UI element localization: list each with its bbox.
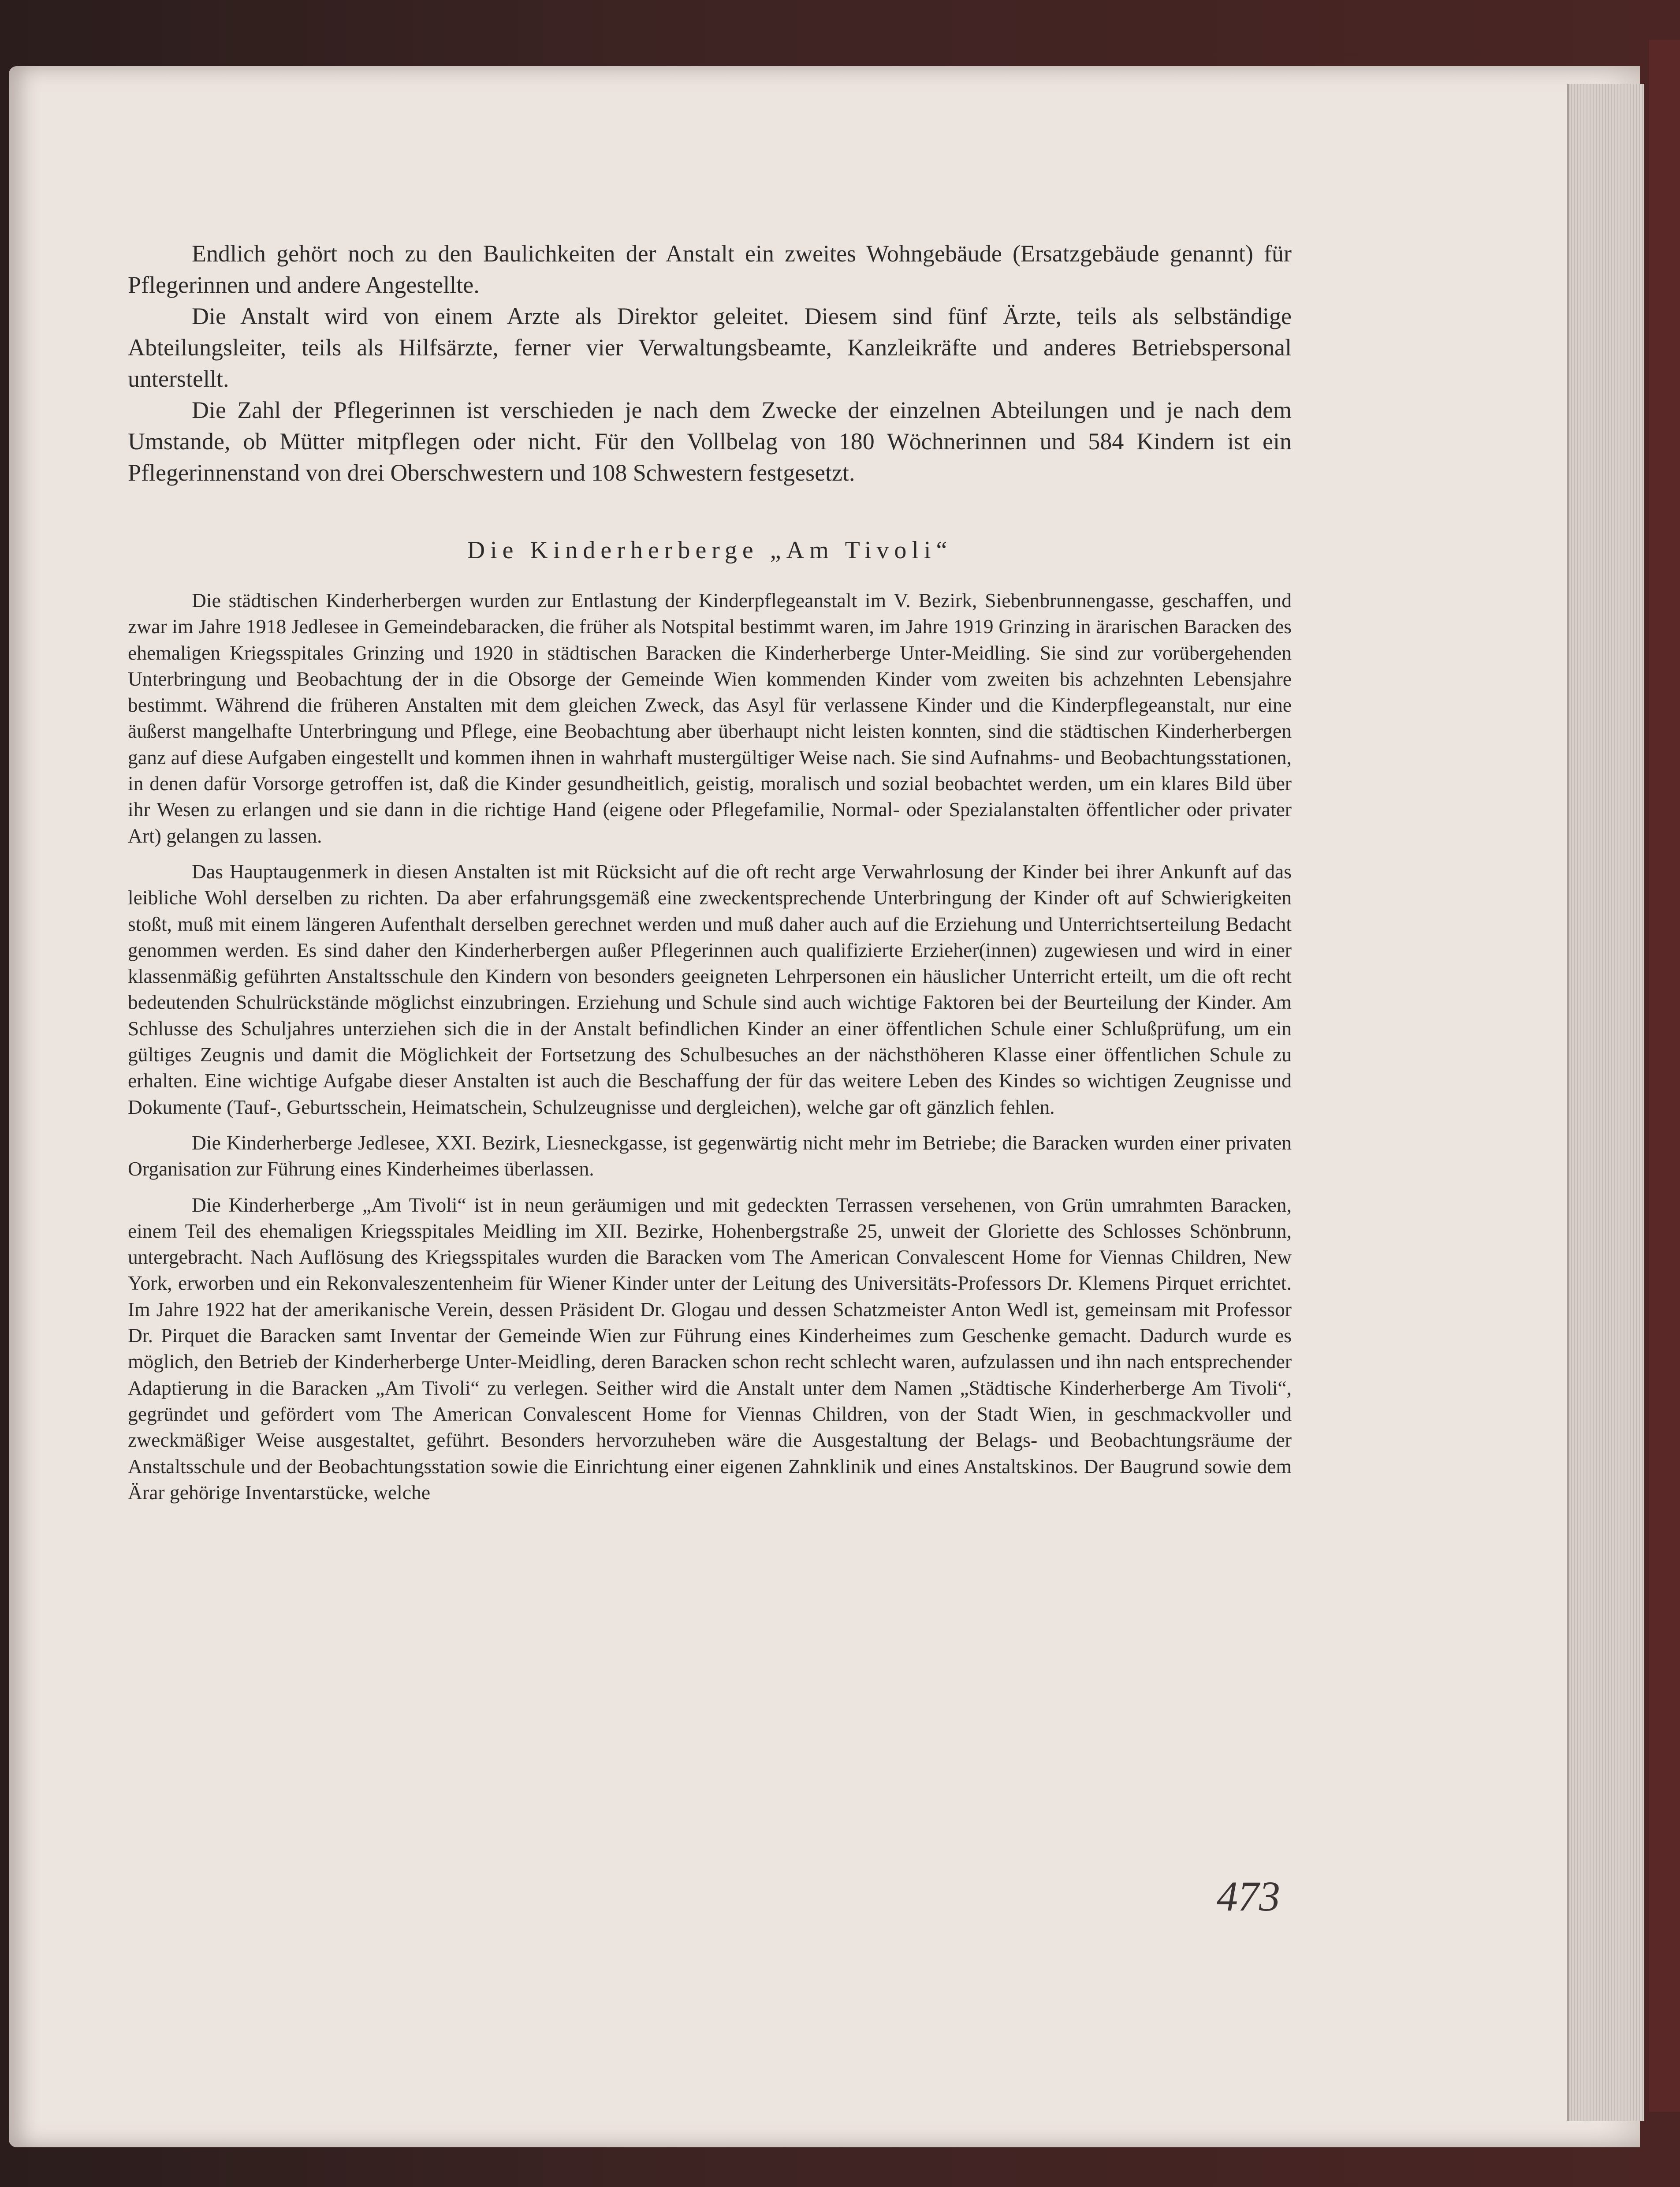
paragraph: Endlich gehört noch zu den Baulichkeiten der Anstalt ein zweites Wohngebäude (Ersatzgebäude genannt) für Pflegerinnen und andere Angestellte. (128, 240, 1292, 298)
paragraph: Die Zahl der Pflegerinnen ist verschieden je nach dem Zwecke der einzelnen Abteilungen und je nach dem Umstande, ob Mütter mitpflegen oder nicht. Für den Vollbelag von 180 Wöchnerinnen und 584 Kindern ist ein Pflegerinnenstand von drei Oberschwestern und 108 Schwestern festgesetzt. (128, 397, 1292, 486)
book-cover-edge (1649, 40, 1680, 2112)
paragraph: Die Kinderherberge Jedlesee, XXI. Bezirk, Liesneckgasse, ist gegenwärtig nicht mehr im Betriebe; die Baracken wurden einer privaten Organisation zur Führung eines Kinderheimes überlassen. (128, 1131, 1292, 1180)
paragraph: Die Kinderherberge „Am Tivoli“ ist in neun geräumigen und mit gedeckten Terrassen versehenen, von Grün umrahmten Baracken, einem Teil des ehemaligen Kriegsspitales Meidling im XII. Bezirke, Hohenbergstraße 25, unweit der Gloriette des Schlosses Schönbrunn, untergebracht. Nach Auflösung des Kriegsspitales wurden die Baracken vom The American Convalescent Home for Viennas Children, New York, erworben und ein Rekonvaleszentenheim für Wiener Kinder unter der Leitung des Universitäts-Professors Dr. Klemens Pirquet errichtet. Im Jahre 1922 hat der amerikanische Verein, dessen Präsident Dr. Glogau und dessen Schatzmeister Anton Wedl ist, gemeinsam mit Professor Dr. Pirquet die Baracken samt Inventar der Gemeinde Wien zur Führung eines Kinderheimes zum Geschenke gemacht. Dadurch wurde es möglich, den Betrieb der Kinderherberge Unter-Meidling, deren Baracken schon recht schlecht waren, aufzulassen und ihn nach entsprechender Adaptierung in die Baracken „Am Tivoli“ zu verlegen. Seither wird die Anstalt unter dem Namen „Städtische Kinderherberge Am Tivoli“, gegründet und gefördert vom The American Convalescent Home for Viennas Children, von der Stadt Wien, in geschmackvoller und zweckmäßiger Weise ausgestaltet, geführt. Besonders hervorzuheben wäre die Ausgestaltung der Belags- und Beobachtungsräume der Anstaltsschule und der Beobachtungsstation sowie die Einrichtung einer eigenen Zahnklinik und eines Anstaltskinos. Der Baugrund sowie dem Ärar gehörige Inventarstücke, welche (128, 1193, 1292, 1504)
section-heading: Die Kinderherberge „Am Tivoli“ (467, 537, 953, 564)
paragraph: Das Hauptaugenmerk in diesen Anstalten ist mit Rücksicht auf die oft recht arge Verwahrlosung der Kinder bei ihrer Ankunft auf das leibliche Wohl derselben zu richten. Da aber erfahrungsgemäß eine zweckentsprechende Unterbringung der Kinder oft auf Schwierigkeiten stoßt, muß mit einem längeren Aufenthalt derselben gerechnet werden und muß daher auch auf die Erziehung und Unterrichtserteilung Bedacht genommen werden. Es sind daher den Kinderherbergen außer Pflegerinnen auch qualifizierte Erzieher(innen) zugewiesen und wird in einer klassenmäßig geführten Anstaltsschule den Kindern von besonders geeigneten Lehrpersonen ein häuslicher Unterricht erteilt, um die oft recht bedeutenden Schulrückstände möglichst einzubringen. Erziehung und Schule sind auch wichtige Faktoren bei der Beurteilung der Kinder. Am Schlusse des Schuljahres unterziehen sich die in der Anstalt befindlichen Kinder an einer öffentlichen Schule einer Schlußprüfung, um ein gültiges Zeugnis und damit die Möglichkeit der Fortsetzung des Schulbesuches an der nächsthöheren Klasse einer öffentlichen Schule zu erhalten. Eine wichtige Aufgabe dieser Anstalten ist auch die Beschaffung der für das weitere Leben des Kindes so wichtigen Zeugnisse und Dokumente (Tauf-, Geburtsschein, Heimatschein, Schulzeugnisse und dergleichen), welche gar oft gänzlich fehlen. (128, 860, 1292, 1118)
section-body (128, 587, 1292, 1505)
page-stack-edges (1569, 84, 1644, 2121)
intro-section (128, 238, 1292, 489)
page-number: 473 (1217, 1873, 1280, 1920)
page-text (128, 238, 1292, 1515)
paragraph: Die städtischen Kinderherbergen wurden zur Entlastung der Kinderpflegeanstalt im V. Bezirk, Siebenbrunnengasse, geschaffen, und zwar im Jahre 1918 Jedlesee in Gemeindebaracken, die früher als Notspital bestimmt waren, im Jahre 1919 Grinzing in ärarischen Baracken des ehemaligen Kriegsspitales Grinzing und 1920 in städtischen Baracken die Kinderherberge Unter-Meidling. Sie sind zur vorübergehenden Unterbringung und Beobachtung der in die Obsorge der Gemeinde Wien kommenden Kinder vom zweiten bis achzehnten Lebensjahre bestimmt. Während die früheren Anstalten mit dem gleichen Zweck, das Asyl für verlassene Kinder und die Kinderpflegeanstalt, nur eine äußerst mangelhafte Unterbringung und Pflege, eine Beobachtung aber überhaupt nicht leisten konnten, sind die städtischen Kinderherbergen ganz auf diese Aufgaben eingestellt und kommen ihnen in wahrhaft mustergültiger Weise nach. Sie sind Aufnahms- und Beobachtungsstationen, in denen dafür Vorsorge getroffen ist, daß die Kinder gesundheitlich, geistig, moralisch und sozial beobachtet werden, um ein klares Bild über ihr Wesen zu erlangen und sie dann in die richtige Hand (eigene oder Pflegefamilie, Normal- oder Spezialanstalten öffentlicher oder privater Art) gelangen zu lassen. (128, 589, 1292, 847)
paragraph: Die Anstalt wird von einem Arzte als Direktor geleitet. Diesem sind fünf Ärzte, teils als selbständige Abteilungsleiter, teils als Hilfsärzte, ferner vier Verwaltungsbeamte, Kanzleikräfte und anderes Betriebspersonal unterstellt. (128, 303, 1292, 392)
